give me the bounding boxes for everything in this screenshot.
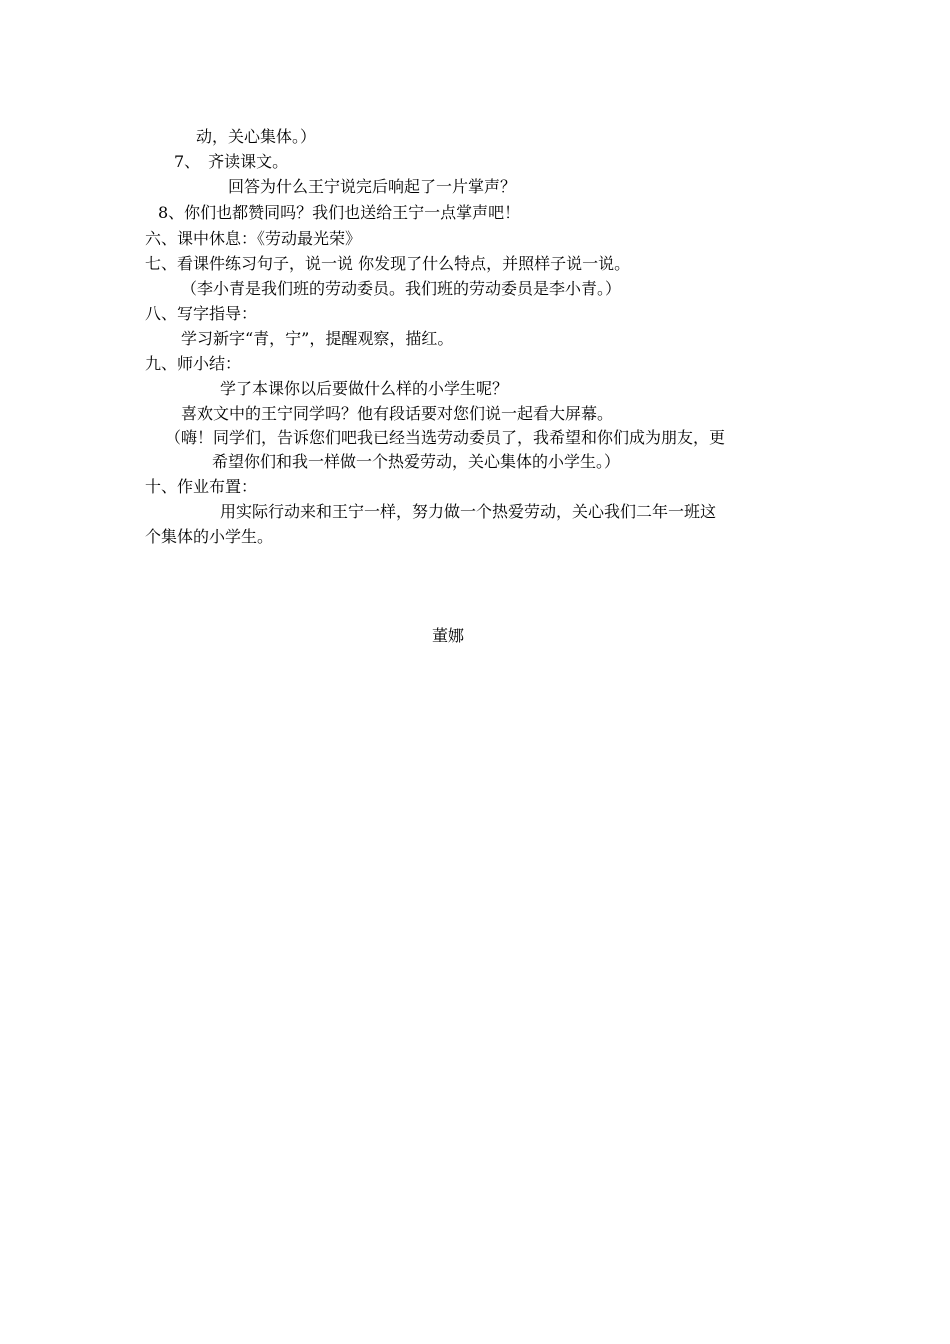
text-line: 7、 齐读课文。	[174, 152, 289, 171]
text-line: 回答为什么王宁说完后响起了一片掌声？	[228, 177, 517, 196]
text-line: （李小青是我们班的劳动委员。我们班的劳动委员是李小青。）	[181, 279, 622, 298]
text-line: 希望你们和我一样做一个热爱劳动，关心集体的小学生。）	[212, 452, 621, 471]
text-line: 8、你们也都赞同吗？我们也送给王宁一点掌声吧！	[158, 203, 521, 222]
author-name: 董娜	[432, 626, 465, 645]
text-line: （嗨！同学们，告诉您们吧我已经当选劳动委员了，我希望和你们成为朋友，更	[165, 428, 726, 447]
section-heading: 七、看课件练习句子，说一说 你发现了什么特点，并照样子说一说。	[145, 254, 631, 273]
text-line: 个集体的小学生。	[145, 527, 274, 546]
text-line: 学习新字“青，宁”，提醒观察，描红。	[181, 329, 454, 348]
section-heading: 九、师小结：	[145, 354, 242, 373]
text-line: 动，关心集体。）	[196, 127, 317, 146]
text-line: 学了本课你以后要做什么样的小学生呢？	[220, 379, 509, 398]
section-heading: 八、写字指导：	[145, 304, 258, 323]
text-line: 用实际行动来和王宁一样，努力做一个热爱劳动，关心我们二年一班这	[220, 502, 717, 521]
section-heading: 六、课中休息：《劳动最光荣》	[145, 229, 362, 248]
section-heading: 十、作业布置：	[145, 477, 258, 496]
text-line: 喜欢文中的王宁同学吗？他有段话要对您们说一起看大屏幕。	[181, 404, 614, 423]
